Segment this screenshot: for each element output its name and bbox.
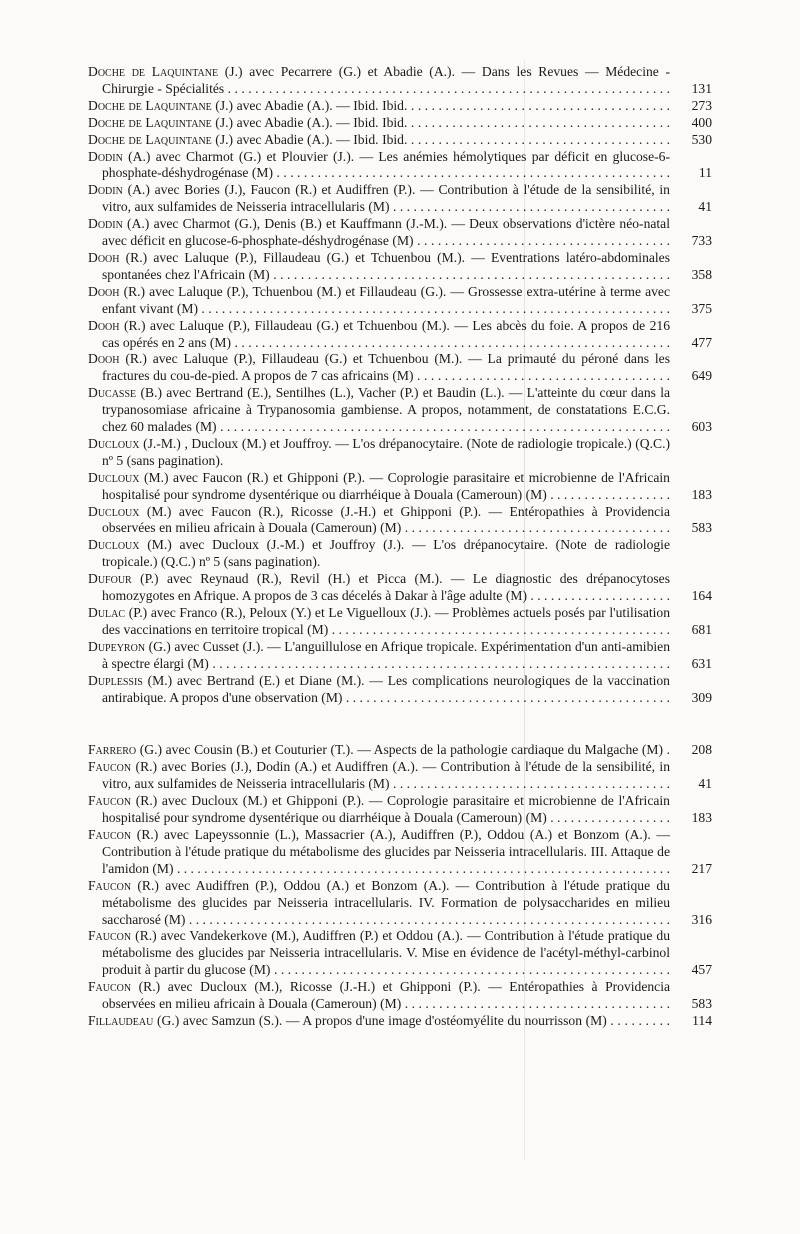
entry-author-initials: (R.): [125, 249, 148, 265]
entry-author: Dupeyron: [88, 638, 146, 654]
entry-page-number: 583: [691, 520, 712, 536]
entry-author-initials: (R.): [123, 317, 146, 333]
index-entry: [88, 98, 712, 115]
index-entry: [88, 537, 712, 571]
index-entry: [88, 250, 712, 284]
entry-text: avec Cousin (B.) et Couturier (T.). — Aspects de la pathologie cardiaque du Malgache (M) . . .: [102, 742, 670, 759]
entry-author: Doche de Laquintane: [88, 97, 212, 113]
entry-author-initials: (J.): [215, 131, 234, 147]
entry-page-number: 316: [691, 911, 712, 927]
entry-text: avec Abadie (A.). — Ibid. Ibid. . . .: [102, 115, 670, 132]
entry-page-number: 649: [691, 368, 712, 384]
entry-author: Faucon: [88, 877, 132, 893]
entry-page-number: 457: [691, 962, 712, 978]
entry-text: avec Vandekerkove (M.), Audiffren (P.) et Oddou (A.). — Contribution à l'étude pratique du métabolisme des glucides par Neisseria intracellularis. V. Mise en évidence de l'acétyl-méthyl-carbinol produit à partir du glucose (M) . . .: [102, 928, 670, 979]
entry-text: avec Ducloux (M.) et Ghipponi (P.). — Coprologie parasitaire et microbienne de l'Africain hospitalisé pour syndrome dysentérique ou diarrhéique à Douala (Cameroun) (M) . . .: [102, 793, 670, 827]
index-entry: [88, 928, 712, 979]
entry-text: avec Charmot (G.), Denis (B.) et Kauffmann (J.-M.). — Deux observations d'ictère néo-natal avec déficit en glucose-6-phosphate-déshydrogénase (M) . . .: [102, 216, 670, 250]
entry-author-initials: (A.): [128, 148, 151, 164]
index-entry: [88, 571, 712, 605]
index-group-f: [88, 742, 712, 1029]
entry-page-number: 309: [691, 689, 712, 705]
index-entry: [88, 793, 712, 827]
entry-author: Faucon: [88, 979, 132, 995]
entry-text: avec Laluque (P.), Tchuenbou (M.) et Fillaudeau (G.). — Grossesse extra-utérine à terme avec enfant vivant (M) . . .: [102, 284, 670, 318]
index-entry: [88, 64, 712, 98]
entry-author: Ducloux: [88, 469, 140, 485]
entry-page-number: 273: [691, 97, 712, 113]
entry-page-number: 164: [691, 588, 712, 604]
index-entry: [88, 351, 712, 385]
entry-author-initials: (J.): [224, 64, 243, 79]
entry-page-number: 183: [691, 810, 712, 826]
entry-author: Dufour: [88, 571, 132, 587]
entry-page-number: 400: [691, 114, 712, 130]
entry-author-initials: (M.): [147, 672, 173, 688]
entry-page-number: 114: [692, 1012, 712, 1028]
entry-author: Dooh: [88, 249, 120, 265]
entry-author-initials: (G.): [156, 1012, 180, 1028]
entry-author: Ducasse: [88, 385, 137, 401]
entry-author-initials: (M.): [147, 537, 172, 553]
entry-text: avec Pecarrere (G.) et Abadie (A.). — Dans les Revues — Médecine - Chirurgie - Spécialités . . .: [102, 64, 670, 98]
index-entry: [88, 318, 712, 352]
index-entry: [88, 605, 712, 639]
index-entry: [88, 436, 712, 470]
entry-author-initials: (M.): [143, 469, 169, 485]
entry-author: Ducloux: [88, 435, 140, 451]
index-entry: [88, 1013, 712, 1030]
entry-author-initials: (R.): [137, 877, 159, 893]
entry-text: avec Samzun (S.). — A propos d'une image d'ostéomyélite du nourrisson (M) . . .: [102, 1013, 670, 1030]
entry-page-number: 681: [691, 621, 712, 637]
entry-page-number: 131: [691, 80, 712, 96]
entry-text: avec Franco (R.), Peloux (Y.) et Le Viguelloux (J.). — Problèmes actuels posés par l'utilisation des vaccinations en territoire tropical (M) . . .: [102, 605, 670, 639]
entry-text: avec Faucon (R.), Ricosse (J.-H.) et Ghipponi (P.). — Entéropathies à Providencia observées en milieu africain à Douala (Cameroun) (M) . . .: [102, 504, 670, 538]
entry-page-number: 11: [698, 165, 712, 181]
index-entry: [88, 182, 712, 216]
entry-author-initials: (P.): [140, 571, 159, 587]
entry-text: avec Audiffren (P.), Oddou (A.) et Bonzom (A.). — Contribution à l'étude pratique du métabolisme des glucides par Neisseria intracellularis. IV. Formation de polysaccharides en milieu saccharosé (M) . . .: [102, 878, 670, 929]
entry-author: Faucon: [88, 826, 132, 842]
entry-page-number: 41: [698, 199, 712, 215]
entry-author-initials: (J.): [215, 114, 234, 130]
entry-author: Faucon: [88, 759, 132, 775]
entry-author: Doche de Laquintane: [88, 64, 219, 79]
index-page: [88, 64, 712, 1030]
entry-author-initials: (R.): [136, 826, 159, 842]
entry-text: avec Ducloux (M.), Ricosse (J.-H.) et Ghipponi (P.). — Entéropathies à Providencia observées en milieu africain à Douala (Cameroun) (M) . . .: [102, 979, 670, 1013]
entry-page-number: 530: [691, 131, 712, 147]
entry-text: avec Abadie (A.). — Ibid. Ibid. . . .: [102, 132, 670, 149]
entry-author: Dooh: [88, 351, 120, 367]
entry-author: Dooh: [88, 283, 120, 299]
index-entry: [88, 742, 712, 759]
entry-author: Doche de Laquintane: [88, 114, 212, 130]
entry-text: avec Reynaud (R.), Revil (H.) et Picca (M.). — Le diagnostic des drépanocytoses homozygotes en Afrique. A propos de 3 cas décelés à Dakar à l'âge adulte (M) . . .: [102, 571, 670, 605]
entry-text: avec Charmot (G.) et Plouvier (J.). — Les anémies hémolytiques par déficit en glucose-6-phosphate-déshydrogénase (M) . . .: [102, 149, 670, 183]
index-entry: [88, 115, 712, 132]
entry-author-initials: (R.): [138, 979, 161, 995]
entry-author: Dooh: [88, 317, 120, 333]
entry-author: Dodin: [88, 182, 123, 198]
entry-author-initials: (M.): [146, 503, 172, 519]
entry-author: Farrero: [88, 742, 137, 758]
entry-page-number: 183: [691, 486, 712, 502]
entry-text: avec Bories (J.), Dodin (A.) et Audiffren (A.). — Contribution à l'étude de la sensibilité, in vitro, aux sulfamides de Neisseria intracellularis (M) . . .: [102, 759, 670, 793]
entry-text: avec Laluque (P.), Fillaudeau (G.) et Tchuenbou (M.). — La primauté du péroné dans les fractures du cou-de-pied. A propos de 7 cas africains (M) . . .: [102, 351, 670, 385]
entry-author: Fillaudeau: [88, 1012, 154, 1028]
entry-text: avec Bertrand (E.), Sentilhes (L.), Vacher (P.) et Baudin (L.). — L'atteinte du cœur dans la trypanosomiase africaine à Trypanosomia gambiense. A propos, notamment, de constatations E.C.G. chez 60 malades (M) . . .: [102, 385, 670, 436]
entry-author-initials: (R.): [123, 283, 146, 299]
entry-page-number: 208: [691, 742, 712, 758]
entry-author-initials: (P.): [128, 605, 148, 620]
index-entry: [88, 385, 712, 436]
index-entry: [88, 639, 712, 673]
entry-author-initials: (G.): [139, 742, 163, 758]
entry-author: Faucon: [88, 928, 132, 944]
entry-text: avec Cusset (J.). — L'anguillulose en Afrique tropicale. Expérimentation d'un anti-amibien à spectre élargi (M) . . .: [102, 639, 670, 673]
entry-author: Faucon: [88, 793, 132, 809]
index-entry: [88, 878, 712, 929]
entry-author-initials: (J.): [215, 97, 234, 113]
index-entry: [88, 827, 712, 878]
entry-page-number: 358: [691, 266, 712, 282]
entry-author-initials: (G.): [148, 638, 171, 654]
index-entry: [88, 149, 712, 183]
entry-text: avec Bories (J.), Faucon (R.) et Audiffren (P.). — Contribution à l'étude de la sensibilité, in vitro, aux sulfamides de Neisseria intracellularis (M) . . .: [102, 182, 670, 216]
entry-author-initials: (A.): [127, 182, 150, 198]
index-entry: [88, 284, 712, 318]
entry-page-number: 375: [691, 300, 712, 316]
entry-text: , Ducloux (M.) et Jouffroy. — L'os drépanocytaire. (Note de radiologie tropicale.) (Q.C.) nº 5 (sans pagination).: [102, 435, 671, 468]
entry-text: avec Bertrand (E.) et Diane (M.). — Les complications neurologiques de la vaccination antirabique. A propos d'une observation (M) . . .: [102, 673, 670, 707]
entry-page-number: 603: [691, 419, 712, 435]
entry-page-number: 477: [691, 334, 712, 350]
index-entry: [88, 216, 712, 250]
index-entry: [88, 759, 712, 793]
entry-page-number: 41: [698, 776, 712, 792]
entry-text: avec Lapeyssonnie (L.), Massacrier (A.), Audiffren (P.), Oddou (A.) et Bonzom (A.). — Contribution à l'étude pratique du métabolisme des glucides par Neisseria intracellularis. III. Attaque de l'amidon (M) . . .: [102, 827, 670, 878]
index-entry: [88, 979, 712, 1013]
entry-author-initials: (R.): [135, 928, 157, 944]
entry-page-number: 733: [691, 233, 712, 249]
entry-author-initials: (R.): [135, 759, 158, 775]
entry-text: avec Ducloux (J.-M.) et Jouffroy (J.). — L'os drépanocytaire. (Note de radiologie tropicale.) (Q.C.) nº 5 (sans pagination).: [102, 537, 670, 570]
entry-page-number: 631: [691, 655, 712, 671]
index-entry: [88, 470, 712, 504]
index-entry: [88, 673, 712, 707]
entry-text: avec Laluque (P.), Fillaudeau (G.) et Tchuenbou (M.). — Eventrations latéro-abdominales spontanées chez l'Africain (M) . . .: [102, 250, 670, 284]
entry-text: avec Laluque (P.), Fillaudeau (G.) et Tchuenbou (M.). — Les abcès du foie. A propos de 216 cas opérés en 2 ans (M) . . .: [102, 318, 670, 352]
entry-author: Duplessis: [88, 672, 143, 688]
index-entry: [88, 132, 712, 149]
entry-author-initials: (J.-M.): [143, 435, 181, 451]
entry-page-number: 583: [691, 996, 712, 1012]
entry-author: Ducloux: [88, 537, 140, 553]
entry-author: Ducloux: [88, 503, 140, 519]
entry-author: Dodin: [88, 148, 123, 164]
entry-page-number: 217: [691, 860, 712, 876]
entry-author: Dulac: [88, 605, 126, 620]
entry-text: avec Faucon (R.) et Ghipponi (P.). — Coprologie parasitaire et microbienne de l'Africain hospitalisé pour syndrome dysentérique ou diarrhéique à Douala (Cameroun) (M) . . .: [102, 470, 670, 504]
entry-author-initials: (A.): [127, 216, 150, 232]
entry-author: Doche de Laquintane: [88, 131, 212, 147]
entry-author-initials: (R.): [125, 351, 147, 367]
entry-author-initials: (R.): [135, 793, 158, 809]
index-group-d: [88, 64, 712, 706]
entry-author: Dodin: [88, 216, 123, 232]
index-entry: [88, 504, 712, 538]
entry-author-initials: (B.): [140, 385, 162, 401]
entry-text: avec Abadie (A.). — Ibid. Ibid. . . .: [102, 98, 670, 115]
